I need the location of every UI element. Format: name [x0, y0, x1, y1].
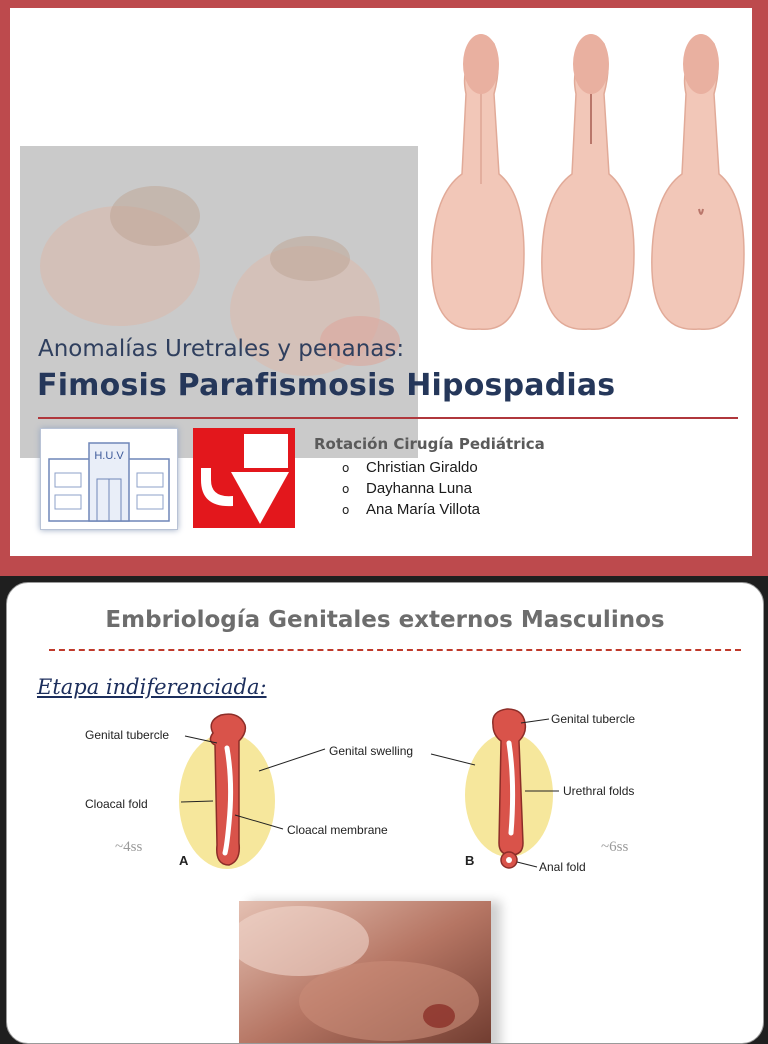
label-genital-swelling: Genital swelling [329, 744, 414, 758]
page-title: Fimosis Parafismosis Hipospadias [37, 368, 616, 403]
label-cloacal-fold: Cloacal fold [85, 797, 148, 811]
member-name: Ana María Villota [366, 501, 480, 518]
panel-label-b: B [465, 853, 475, 868]
title-divider [38, 417, 738, 419]
list-item [342, 457, 480, 478]
huv-logo-text: H.U.V [94, 450, 124, 462]
diagram-a [85, 714, 413, 869]
bullet-icon: o [342, 460, 350, 475]
background-photo [20, 146, 418, 458]
list-item [342, 499, 480, 520]
bullet-icon: o [342, 502, 350, 517]
clinical-photo [239, 901, 491, 1044]
label-genital-tubercle-b: Genital tubercle [551, 712, 636, 726]
member-name: Dayhanna Luna [366, 480, 472, 497]
age-label-a: ~4ss [115, 839, 143, 855]
diagram-b [431, 709, 635, 874]
slide-title: Embriología Genitales externos Masculinos [105, 607, 665, 633]
panel-label-a: A [179, 853, 189, 868]
title-slide-content [10, 8, 752, 556]
rotation-heading: Rotación Cirugía Pediátrica [314, 435, 545, 453]
embryology-diagram [7, 583, 763, 903]
embryology-slide [6, 582, 764, 1044]
illustration-2 [534, 24, 644, 334]
stage-heading: Etapa indiferenciada: [37, 675, 267, 699]
subtitle: Anomalías Uretrales y penanas: [38, 336, 405, 362]
label-cloacal-membrane: Cloacal membrane [287, 823, 388, 837]
illustration-3 [644, 24, 752, 334]
label-anal-fold: Anal fold [539, 860, 586, 874]
label-urethral-folds: Urethral folds [563, 784, 635, 798]
member-list [342, 457, 480, 520]
list-item [342, 478, 480, 499]
illustration-1 [424, 24, 534, 334]
age-label-b: ~6ss [601, 839, 629, 855]
member-name: Christian Giraldo [366, 459, 478, 476]
univalle-logo [193, 428, 295, 528]
label-genital-tubercle-a: Genital tubercle [85, 728, 170, 742]
huv-logo [40, 428, 178, 530]
bullet-icon: o [342, 481, 350, 496]
